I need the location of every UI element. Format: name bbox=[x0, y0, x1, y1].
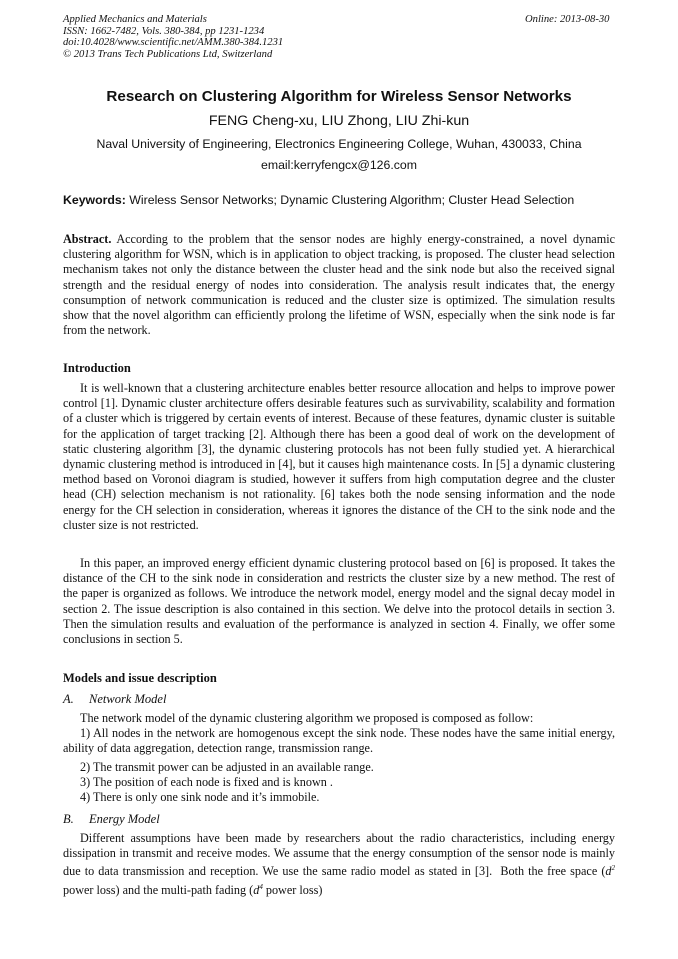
network-model-item-4: 4) There is only one sink node and it’s immobile. bbox=[80, 790, 320, 804]
doi-line: doi:10.4028/www.scientific.net/AMM.380-384.1231 bbox=[63, 37, 284, 48]
introduction-paragraph-2: In this paper, an improved energy efficient dynamic clustering protocol based on [6] is proposed. It takes the distance of the CH to the sink node in consideration and restricts the cluster size by a new method. The rest of the paper is organized as follows. We introduce the network model, energy model and the signal decay model in section 2. The issue description is also contained in this section. We delve into the protocol details in section 3. Then the simulation results and evaluation of the performance is analyzed in section 4. Finally, we offer some conclusions in section 5. bbox=[63, 556, 615, 647]
energy-model-text-2: Both the free space ( bbox=[500, 864, 606, 879]
subsection-b-title: Energy Model bbox=[89, 812, 160, 826]
energy-model-text-4: power loss) bbox=[265, 882, 323, 897]
energy-model-paragraph bbox=[63, 831, 615, 898]
multipath-exponent: 4 bbox=[259, 882, 263, 891]
free-space-exponent: 2 bbox=[611, 864, 615, 873]
issn-line: ISSN: 1662-7482, Vols. 380-384, pp 1231-1234 bbox=[63, 25, 265, 37]
subsection-b-number: B. bbox=[63, 812, 74, 826]
network-model-item-1: 1) All nodes in the network are homogenous except the sink node. These nodes have the same initial energy, ability of data aggregation, detection range, transmission range. bbox=[63, 726, 615, 756]
free-space-d: d bbox=[605, 864, 612, 879]
paper-email: email:kerryfengcx@126.com bbox=[260, 158, 417, 172]
abstract-label: Abstract. bbox=[63, 232, 112, 246]
subsection-a-number: A. bbox=[63, 692, 74, 706]
paper-affiliation: Naval University of Engineering, Electronics Engineering College, Wuhan, 430033, China bbox=[96, 137, 582, 151]
energy-model-text: Different assumptions have been made by researchers about the radio characteristics, including energy dissipation in transmit and receive modes. We assume that the energy consumption of the sensor node is mainly due to data transmission and reception. We use the same radio model as stated in [3]. bbox=[63, 831, 615, 879]
free-space-math bbox=[605, 864, 615, 878]
multipath-math bbox=[253, 883, 263, 897]
network-model-item-2: 2) The transmit power can be adjusted in an available range. bbox=[80, 760, 374, 774]
paper-title: Research on Clustering Algorithm for Wireless Sensor Networks bbox=[106, 88, 572, 105]
keywords-text: Wireless Sensor Networks; Dynamic Clustering Algorithm; Cluster Head Selection bbox=[129, 193, 575, 207]
introduction-paragraph-1: It is well-known that a clustering architecture enables better resource allocation and helps to improve power control [1]. Dynamic cluster architecture offers desirable features such as survivability, scalability and formation of a cluster which is triggered by certain events of interest. Because of these features, dynamic cluster is suitable for the application of target tracking [2]. Although there has been a good deal of work on the development of static clustering algorithm [3], the dynamic clustering protocols has not been fully studied yet. A hierarchical dynamic clustering method is introduced in [4], but it causes high maintenance costs. In [5] a dynamic clustering method based on Voronoi diagram is studied, however it suffers from high computation degree and the cluster head (CH) selection mechanism is not rationality. [6] takes both the node sensing information and the node energy for the CH selection in consideration, whereas it ignores the distance of the CH to the sink node and the cluster size is not restricted. bbox=[63, 381, 615, 532]
journal-header bbox=[63, 14, 283, 60]
keywords-line bbox=[63, 193, 623, 207]
keywords-label: Keywords: bbox=[63, 193, 126, 207]
introduction-heading: Introduction bbox=[63, 361, 131, 375]
multipath-d: d bbox=[253, 882, 260, 897]
energy-model-text-3: power loss) and the multi-path fading ( bbox=[63, 882, 254, 897]
models-heading: Models and issue description bbox=[63, 671, 217, 685]
online-date: Online: 2013-08-30 bbox=[525, 14, 610, 25]
journal-name: Applied Mechanics and Materials bbox=[63, 14, 207, 25]
network-model-intro: The network model of the dynamic clustering algorithm we proposed is composed as follow: bbox=[80, 711, 534, 725]
subsection-energy-model bbox=[63, 812, 160, 827]
subsection-network-model bbox=[63, 692, 166, 707]
copyright-line: © 2013 Trans Tech Publications Ltd, Switzerland bbox=[63, 48, 273, 60]
subsection-a-title: Network Model bbox=[89, 692, 167, 706]
network-model-item-3: 3) The position of each node is fixed and is known . bbox=[80, 775, 333, 789]
abstract-text: According to the problem that the sensor nodes are highly energy-constrained, a novel dynamic clustering algorithm for WSN, which is in application to object tracking, is proposed. The cluster head selection mechanism takes not only the distance between the cluster head and the sink node but also the received signal strength and the residual energy of nodes into consideration. The analysis result indicates that, the energy consumption of network communication is reduced and the cluster size is optimized. The simulation results show that the novel algorithm can efficiently prolong the lifetime of WSN, especially when the sink node is far from the network. bbox=[63, 232, 615, 338]
paper-authors: FENG Cheng-xu, LIU Zhong, LIU Zhi-kun bbox=[208, 113, 470, 129]
abstract bbox=[63, 232, 615, 338]
